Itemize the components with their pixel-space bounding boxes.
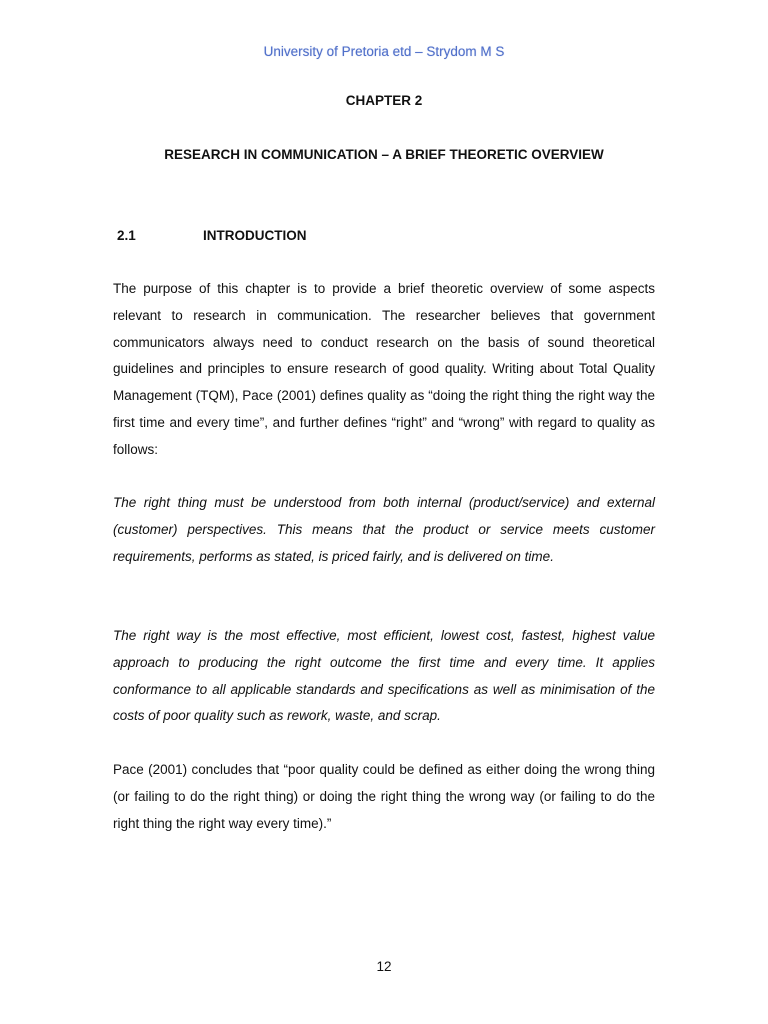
intro-paragraph: The purpose of this chapter is to provide a brief theoretic overview of some aspects relevant to research in communication. The researcher believes that government communicators always need to conduct research on the basis of sound theoretical guidelines and principles to ensure research of good quality. Writing about Total Quality Management (TQM), Pace (2001) defines quality as “doing the right thing the right way the first time and every time”, and further defines “right” and “wrong” with regard to quality as follows: xyxy=(113,281,655,457)
conclusion-paragraph: Pace (2001) concludes that “poor quality could be defined as either doing the wrong thing (or failing to do the right thing) or doing the right thing the wrong way (or failing to do the right thing the right way every time).” xyxy=(113,762,655,831)
chapter-label: CHAPTER 2 xyxy=(345,93,423,108)
section-title: INTRODUCTION xyxy=(203,228,307,243)
quote-right-way-paragraph: The right way is the most effective, most efficient, lowest cost, fastest, highest value approach to producing the right outcome the first time and every time. It applies conformance to all applicable standards and specifications as well as minimisation of the costs of poor quality such as rework, waste, and scrap. xyxy=(113,628,655,724)
quote-right-thing-paragraph: The right thing must be understood from both internal (product/service) and external (customer) perspectives. This means that the product or service meets customer requirements, performs as stated, is priced fairly, and is delivered on time. xyxy=(113,495,655,564)
header-watermark: University of Pretoria etd – Strydom M S xyxy=(263,44,505,59)
page-number: 12 xyxy=(376,959,392,974)
section-heading xyxy=(117,228,307,243)
section-number: 2.1 xyxy=(117,228,136,243)
chapter-title: RESEARCH IN COMMUNICATION – A BRIEF THEORETIC OVERVIEW xyxy=(164,147,604,162)
